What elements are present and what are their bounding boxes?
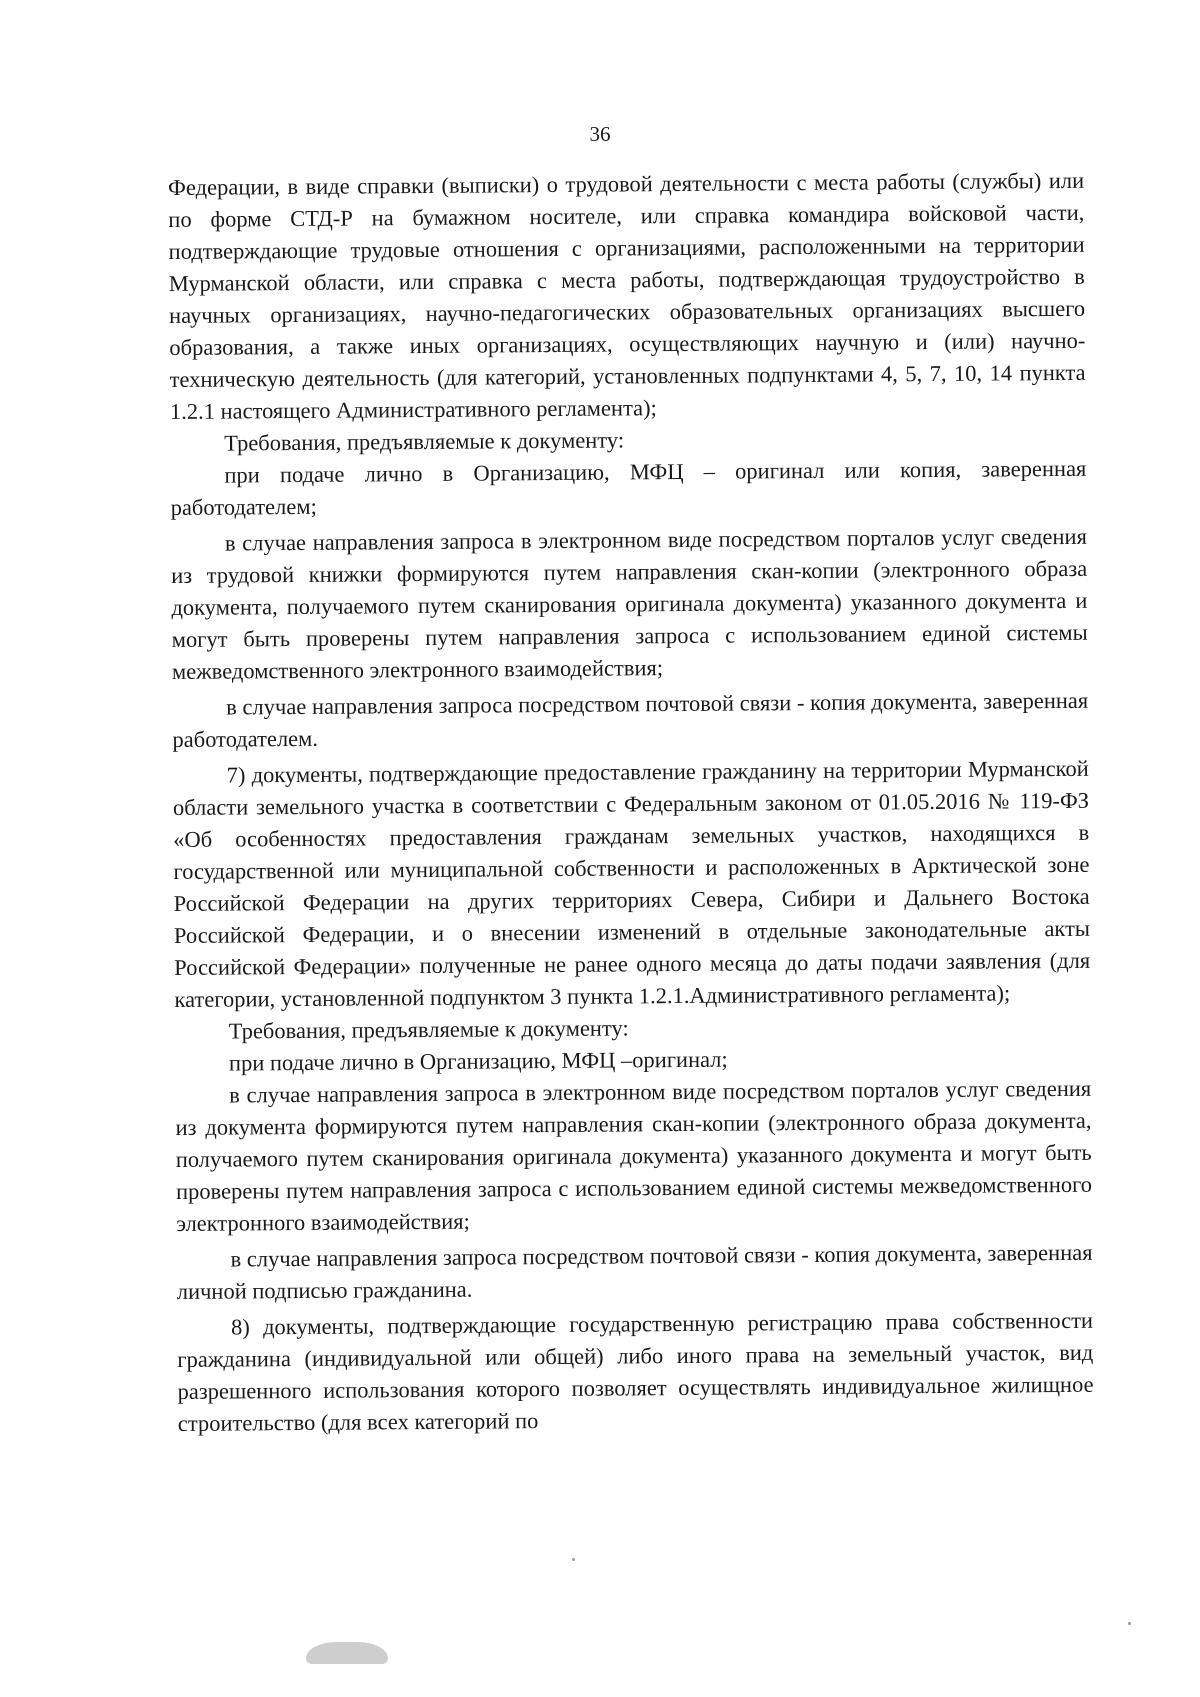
paragraph-continuation: Федерации, в виде справки (выписки) о трудовой деятельности с места работы (службы) или по форме СТД-Р на бумажном носителе, или справка командира войсковой части, подтверждающие трудовые отношения с организациями, расположенными на территории Мурманской области, или справка с места работы, подтверждающая трудоустройство в научных организациях, научно-педагогических образовательных организациях высшего образования, а также иных организациях, осуществляющих научную и (или) научно-техническую деятельность (для категорий, установленных подпунктами 4, 5, 7, 10, 14 пункта 1.2.1 настоящего Административного регламента); — [168, 167, 1086, 424]
paragraph-postal: в случае направления запроса посредством почтовой связи - копия документа, заверенная работодателем. — [172, 687, 1089, 752]
paragraph-electronic: в случае направления запроса в электронном виде посредством порталов услуг сведения из трудовой книжки формируются путем направления скан-копии (электронного образа документа, получаемого путем сканирования оригинала документа) указанного документа и могут быть проверены путем направления запроса с использованием единой системы межведомственного электронного взаимодействия; — [171, 523, 1088, 684]
scan-speck — [572, 1558, 575, 1561]
scan-speck — [1128, 1622, 1131, 1625]
paragraph-postal-2: в случае направления запроса посредством почтовой связи - копия документа, заверенная личной подписью гражданина. — [176, 1239, 1093, 1304]
paragraph-item-7: 7) документы, подтверждающие предоставление гражданину на территории Мурманской области земельного участка в соответствии с Федеральным законом от 01.05.2016 № 119-ФЗ «Об особенностях предоставления гражданам земельных участков, находящихся в государственной или муниципальной собственности и расположенных в Арктической зоне Российской Федерации на других территориях Севера, Сибири и Дальнего Востока Российской Федерации, и о внесении изменений в отдельные законодательные акты Российской Федерации» полученные не ранее одного месяца до даты подачи заявления (для категории, установленной подпунктом 3 пункта 1.2.1.Административного регламента); — [172, 755, 1091, 1012]
paragraph-electronic-2: в случае направления запроса в электронном виде посредством порталов услуг сведения из документа формируются путем направления скан-копии (электронного образа документа, получаемого путем сканирования оригинала документа) указанного документа и могут быть проверены путем направления запроса с использованием единой системы межведомственного электронного взаимодействия; — [175, 1075, 1093, 1236]
paragraph-item-8: 8) документы, подтверждающие государственную регистрацию права собственности гражданина (индивидуальной или общей) либо иного права на земельный участок, вид разрешенного использования которого позволяет осуществлять индивидуальное жилищное строительство (для всех категорий по — [177, 1307, 1094, 1436]
paragraph-in-person: при подаче лично в Организацию, МФЦ – оригинал или копия, заверенная работодателем; — [170, 455, 1087, 520]
paragraph-requirements-heading: Требования, предъявляемые к документу: — [224, 427, 625, 456]
scan-smudge — [306, 1642, 388, 1664]
document-body — [168, 165, 1094, 1440]
page-number: 36 — [589, 122, 611, 146]
paragraph-in-person-2: при подаче лично в Организацию, МФЦ –оригинал; — [228, 1046, 728, 1076]
paragraph-requirements-heading-2: Требования, предъявляемые к документу: — [228, 1015, 629, 1044]
